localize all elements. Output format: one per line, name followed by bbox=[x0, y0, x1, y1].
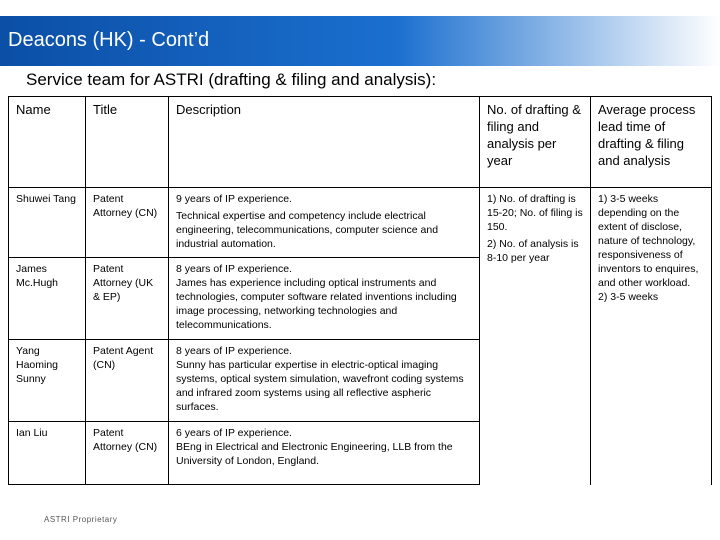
description-experience: 8 years of IP experience. bbox=[176, 263, 292, 275]
cell-lead-time bbox=[591, 188, 712, 485]
description-experience: 6 years of IP experience. bbox=[176, 427, 292, 439]
cell-name: James Mc.Hugh bbox=[9, 258, 86, 340]
cell-name: Shuwei Tang bbox=[9, 188, 86, 258]
volume-drafting-filing: 1) No. of drafting is 15-20; No. of filing is 150. bbox=[487, 193, 583, 233]
title-bar bbox=[0, 16, 720, 66]
cell-description bbox=[169, 188, 480, 258]
cell-title: Patent Attorney (CN) bbox=[86, 422, 169, 485]
description-experience: 8 years of IP experience. bbox=[176, 345, 292, 357]
cell-description bbox=[169, 422, 480, 485]
col-header-description: Description bbox=[169, 97, 480, 188]
lead-time-drafting: 1) 3-5 weeks depending on the extent of disclose, nature of technology, responsiveness of inventors to enquires, and other workload. bbox=[598, 193, 699, 289]
col-header-name: Name bbox=[9, 97, 86, 188]
slide-subtitle: Service team for ASTRI (drafting & filing and analysis): bbox=[26, 70, 437, 89]
description-detail: Technical expertise and competency include electrical engineering, telecommunications, computer science and industrial automation. bbox=[176, 210, 439, 250]
service-team-table bbox=[8, 96, 712, 485]
footer-proprietary: ASTRI Proprietary bbox=[44, 515, 118, 524]
cell-name: Yang Haoming Sunny bbox=[9, 340, 86, 422]
slide-title: Deacons (HK) - Cont’d bbox=[8, 29, 210, 51]
col-header-lead-time: Average process lead time of drafting & filing and analysis bbox=[591, 97, 712, 188]
cell-name: Ian Liu bbox=[9, 422, 86, 485]
description-detail: Sunny has particular expertise in electric-optical imaging systems, optical system simulation, wavefront coding systems and infrared zoom systems using all reflective aspheric surfaces. bbox=[176, 359, 464, 413]
cell-title: Patent Attorney (CN) bbox=[86, 188, 169, 258]
lead-time-analysis: 2) 3-5 weeks bbox=[598, 291, 659, 303]
col-header-title: Title bbox=[86, 97, 169, 188]
table-header-row bbox=[9, 97, 712, 188]
volume-analysis: 2) No. of analysis is 8-10 per year bbox=[487, 238, 579, 264]
col-header-volume: No. of drafting & filing and analysis per year bbox=[480, 97, 591, 188]
cell-volume bbox=[480, 188, 591, 485]
description-experience: 9 years of IP experience. bbox=[176, 193, 292, 205]
cell-title: Patent Agent (CN) bbox=[86, 340, 169, 422]
cell-description bbox=[169, 258, 480, 340]
description-detail: BEng in Electrical and Electronic Engineering, LLB from the University of London, England. bbox=[176, 441, 453, 467]
description-detail: James has experience including optical instruments and technologies, computer software related inventions including image processing, networking technologies and telecommunications. bbox=[176, 277, 457, 331]
cell-description bbox=[169, 340, 480, 422]
table-row bbox=[9, 188, 712, 258]
cell-title: Patent Attorney (UK & EP) bbox=[86, 258, 169, 340]
